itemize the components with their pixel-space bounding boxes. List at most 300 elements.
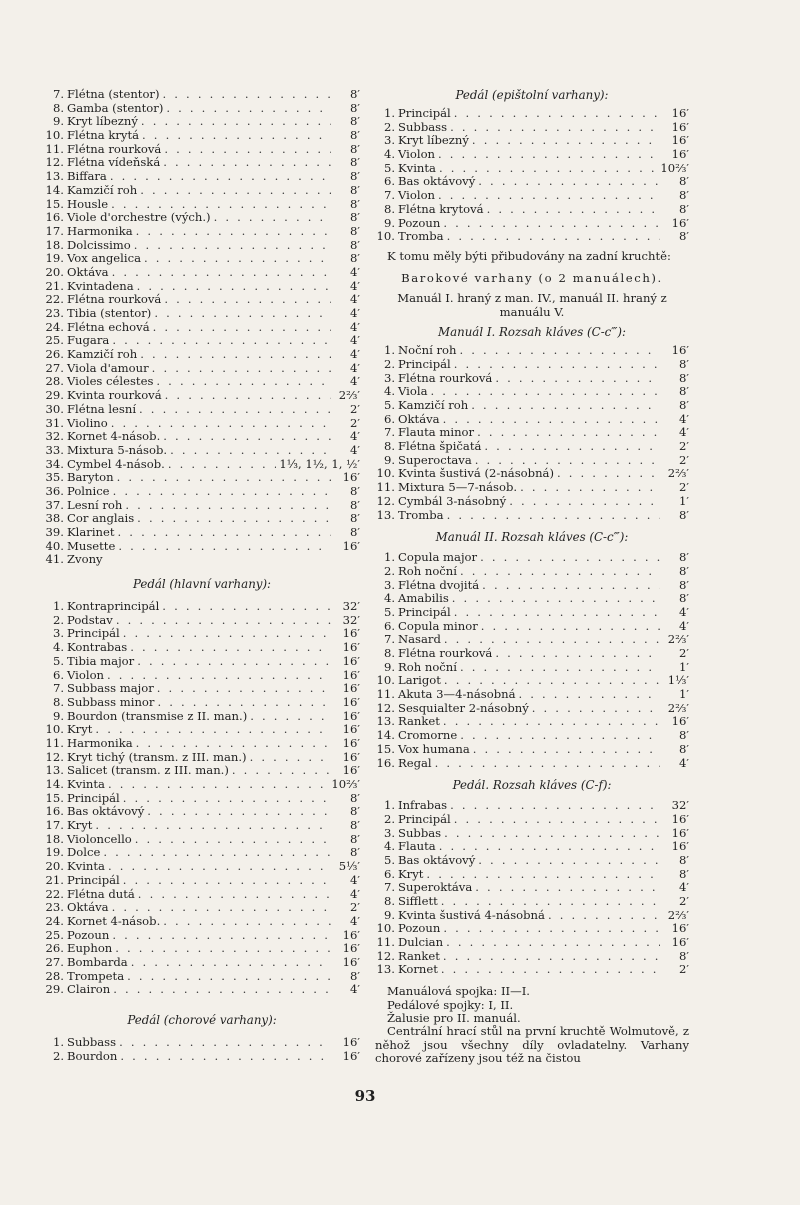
stop-pitch: 16′ (671, 935, 689, 950)
stop-number: 6. (52, 667, 64, 682)
stop-row (375, 606, 689, 620)
stop-pitch: 8′ (349, 128, 360, 143)
stop-number: 7. (52, 681, 64, 696)
dot-leader (480, 551, 660, 565)
dot-leader (162, 600, 331, 614)
stop-row (375, 399, 689, 413)
dot-leader (250, 751, 331, 765)
stop-number: 6. (383, 866, 395, 881)
stop-row (375, 565, 689, 579)
stop-row (375, 509, 689, 523)
stop-name: Amabilis (398, 591, 449, 606)
stop-pitch: 8′ (349, 483, 360, 498)
stop-pitch: 8′ (678, 577, 689, 592)
stop-row (44, 737, 360, 751)
stop-name: Subbass major (67, 681, 154, 696)
stop-number: 30. (45, 401, 64, 416)
dot-leader (137, 655, 331, 669)
stop-name: Dolce (67, 845, 101, 860)
stop-name: Subbass (67, 1035, 117, 1049)
stop-pitch: 4′ (678, 755, 689, 770)
stop-row (44, 819, 360, 833)
stop-row (44, 252, 360, 266)
stop-row (44, 512, 360, 526)
stop-number: 13. (376, 962, 395, 977)
stop-name: Klarinet (67, 525, 115, 539)
stop-pitch: 4′ (678, 880, 689, 895)
stop-number: 4. (383, 384, 395, 399)
stop-list-manual (44, 88, 360, 567)
stop-number: 40. (45, 538, 64, 553)
stop-row (375, 950, 689, 964)
stop-pitch: 4′ (678, 604, 689, 619)
stop-name: Violon (398, 188, 436, 203)
stop-name: Kryt (67, 818, 93, 833)
stop-row (44, 901, 360, 915)
dot-leader (452, 592, 660, 606)
heading-pedal-rozsah: Pedál. Rozsah kláves (C-f): (452, 778, 612, 793)
stop-row (375, 757, 689, 771)
stop-number: 22. (45, 886, 64, 901)
stop-number: 21. (45, 872, 64, 887)
stop-number: 31. (45, 415, 64, 430)
dot-leader (454, 107, 660, 121)
stop-row (44, 375, 360, 389)
stop-number: 24. (45, 913, 64, 928)
stop-row (375, 426, 689, 440)
dot-leader (454, 358, 660, 372)
stop-pitch: 8′ (678, 507, 689, 522)
stop-name: Bombarda (67, 954, 128, 969)
stop-name: Dulcian (398, 935, 444, 950)
stop-row (44, 321, 360, 335)
stop-row (44, 143, 360, 157)
stop-name: Kvinta šustivá 4-násobná (398, 907, 545, 922)
stop-name: Cymbel 4-násob. (67, 456, 165, 471)
heading-pedal-epistolni: Pedál (epištolní varhany): (455, 88, 609, 102)
stop-number: 1. (52, 599, 64, 614)
stop-row (44, 723, 360, 737)
stop-pitch: 16′ (342, 941, 360, 956)
stop-row (375, 813, 689, 827)
dot-leader (137, 280, 331, 294)
dot-leader (444, 633, 660, 647)
stop-name: Roh noční (398, 659, 457, 674)
stop-pitch: 10⅔′ (660, 160, 689, 175)
stop-name: Salicet (transm. z III. man.) (67, 763, 229, 778)
dot-leader (443, 922, 660, 936)
stop-pitch: 8′ (349, 511, 360, 526)
stop-pitch: 2⅔′ (667, 632, 689, 647)
stop-number: 14. (376, 728, 395, 743)
stop-name: Subbass minor (67, 694, 155, 709)
stop-number: 13. (45, 763, 64, 778)
stop-name: Flétna krytová (398, 201, 484, 216)
stop-pitch: 16′ (671, 147, 689, 162)
stop-name: Kvintadena (67, 278, 134, 293)
stop-name: Larigot (398, 673, 441, 688)
stop-number: 8. (383, 646, 395, 661)
stop-pitch: 8′ (678, 229, 689, 244)
stop-number: 5. (383, 398, 395, 413)
stop-pitch: 8′ (349, 525, 360, 539)
stop-name: Viola (398, 384, 428, 399)
stop-name: Cymbál 3-násobný (398, 493, 507, 508)
stop-number: 11. (376, 935, 395, 950)
dot-leader (232, 764, 331, 778)
dot-leader (481, 620, 660, 634)
stop-row (44, 102, 360, 116)
stop-number: 5. (383, 160, 395, 175)
stop-number: 25. (45, 333, 64, 348)
stop-number: 34. (45, 456, 64, 471)
stop-name: Viola d'amour (67, 360, 149, 375)
dot-leader (110, 170, 331, 184)
stop-row (375, 729, 689, 743)
dot-leader (441, 963, 660, 977)
dot-leader (144, 252, 331, 266)
stop-number: 7. (383, 880, 395, 895)
dot-leader (113, 485, 331, 499)
stop-row (44, 846, 360, 860)
stop-list-pedal-barokovy (375, 799, 689, 977)
stop-row (375, 372, 689, 386)
manual-coupler: Manuálová spojka: II—I. (387, 984, 530, 999)
stop-name: Mixtura 5—7-násob. (398, 480, 518, 495)
dot-leader (438, 189, 660, 203)
stop-pitch: 4′ (349, 872, 360, 887)
stop-row (375, 454, 689, 468)
stop-number: 3. (52, 626, 64, 641)
stop-name: Kornet (398, 962, 438, 977)
stop-pitch: 2′ (678, 439, 689, 454)
stop-row (375, 647, 689, 661)
stop-pitch: 8′ (678, 384, 689, 399)
stop-number: 38. (45, 511, 64, 526)
stop-pitch: 8′ (349, 497, 360, 512)
stop-pitch: 4′ (349, 292, 360, 307)
dot-leader (142, 129, 331, 143)
stop-name: Flétna dutá (67, 886, 135, 901)
dot-leader (164, 293, 331, 307)
stop-name: Cromorne (398, 728, 458, 743)
stop-pitch: 16′ (342, 708, 360, 723)
dot-leader (163, 88, 331, 102)
stop-row (375, 344, 689, 358)
dot-leader (154, 307, 331, 321)
stop-number: 35. (45, 470, 64, 485)
paragraph-k-tomu: K tomu měly býti přibudovány na zadní kruchtě: (387, 248, 671, 263)
stop-name: Mixtura 5-násob. (67, 442, 168, 457)
stop-name: Pozoun (398, 215, 441, 230)
dot-leader (478, 854, 660, 868)
stop-pitch: 2′ (678, 480, 689, 495)
stop-name: Kryt líbezný (398, 133, 469, 148)
stop-number: 7. (52, 87, 64, 101)
stop-name: Infrabas (398, 798, 448, 813)
dot-leader (250, 710, 331, 724)
stop-row (44, 553, 360, 567)
stop-pitch: 8′ (678, 563, 689, 578)
stop-pitch: 2⅔′ (667, 907, 689, 922)
dot-leader (123, 792, 331, 806)
stop-row (375, 854, 689, 868)
stop-pitch: 16′ (342, 640, 360, 655)
dot-leader (495, 647, 660, 661)
stop-pitch: 16′ (671, 714, 689, 729)
stop-number: 4. (383, 147, 395, 162)
stop-name: Principál (67, 872, 120, 887)
stop-name: Principál (398, 106, 451, 120)
stop-name: Kornet 4-násob. (67, 429, 161, 444)
stop-pitch: 8′ (349, 968, 360, 983)
dot-leader (472, 134, 660, 148)
stop-number: 3. (383, 370, 395, 385)
stop-row (44, 115, 360, 129)
stop-row (375, 134, 689, 148)
stop-pitch: 16′ (342, 694, 360, 709)
dot-leader (108, 778, 328, 792)
stop-pitch: 8′ (678, 948, 689, 963)
stop-pitch: 4′ (349, 347, 360, 362)
stop-number: 9. (383, 452, 395, 467)
dot-leader (459, 344, 660, 358)
heading-manual-2: Manuál II. Rozsah kláves (C-c‴): (435, 530, 629, 545)
stop-row (44, 362, 360, 376)
dot-leader (163, 156, 331, 170)
dot-leader (447, 509, 660, 523)
stop-row (375, 620, 689, 634)
stop-row (44, 88, 360, 102)
stop-name: Kamzičí roh (67, 182, 138, 197)
stop-pitch: 8′ (349, 818, 360, 833)
dot-leader (444, 674, 660, 688)
stop-row (375, 579, 689, 593)
stop-pitch: 8′ (678, 550, 689, 565)
stop-row (44, 499, 360, 513)
stop-number: 29. (45, 982, 64, 997)
stop-name: Akuta 3—4-násobná (398, 687, 516, 702)
stop-row (44, 956, 360, 970)
stop-number: 12. (376, 948, 395, 963)
stop-pitch: 8′ (678, 201, 689, 216)
stop-name: Superoktáva (398, 880, 473, 895)
stop-row (375, 702, 689, 716)
dot-leader (136, 225, 331, 239)
stop-pitch: 4′ (678, 411, 689, 426)
stop-row (44, 710, 360, 724)
dot-leader (532, 702, 660, 716)
stop-row (375, 413, 689, 427)
stop-name: Tibia (stentor) (67, 306, 152, 320)
stop-name: Flétna rourková (67, 141, 162, 156)
dot-leader (168, 458, 277, 472)
stop-number: 5. (383, 852, 395, 867)
stop-row (44, 458, 360, 472)
stop-row (375, 633, 689, 647)
stop-number: 2. (52, 612, 64, 627)
stop-row (375, 189, 689, 203)
dot-leader (95, 819, 331, 833)
stop-pitch: 2′ (678, 452, 689, 467)
stop-pitch: 8′ (678, 188, 689, 203)
stop-row (44, 348, 360, 362)
stop-row (44, 129, 360, 143)
dot-leader (118, 526, 331, 540)
dot-leader (441, 895, 660, 909)
stop-row (44, 184, 360, 198)
dot-leader (163, 430, 331, 444)
dot-leader (439, 840, 660, 854)
stop-pitch: 4′ (349, 278, 360, 293)
stop-list-pedal-chorove (44, 1036, 360, 1063)
stop-name: Bourdon (transmise z II. man.) (67, 708, 248, 723)
dot-leader (157, 696, 331, 710)
stop-name: Bas oktávový (398, 174, 476, 189)
stop-pitch: 4′ (349, 886, 360, 901)
stop-row (375, 881, 689, 895)
stop-name: Euphon (67, 941, 113, 956)
stop-number: 11. (376, 480, 395, 495)
stop-row (375, 661, 689, 675)
stop-pitch: 16′ (671, 215, 689, 230)
stop-number: 16. (45, 804, 64, 819)
stop-name: Kvinta (398, 160, 436, 175)
stop-row (44, 1036, 360, 1050)
stop-pitch: 32′ (342, 599, 360, 614)
stop-pitch: 8′ (349, 141, 360, 156)
stop-number: 10. (45, 128, 64, 143)
stop-pitch: 8′ (349, 182, 360, 197)
stop-number: 28. (45, 968, 64, 983)
stop-number: 10. (45, 722, 64, 737)
stop-row (375, 217, 689, 231)
dot-leader (138, 888, 331, 902)
stop-pitch: 4′ (349, 264, 360, 279)
stop-pitch: 16′ (342, 681, 360, 696)
stop-row (44, 942, 360, 956)
stop-name: Trompeta (67, 968, 125, 983)
stop-name: Kamzičí roh (398, 398, 469, 413)
stop-row (44, 430, 360, 444)
stop-pitch: 4′ (349, 306, 360, 320)
stop-pitch: 8′ (678, 741, 689, 756)
stop-name: Kontraprincipál (67, 599, 160, 614)
stop-number: 16. (376, 755, 395, 770)
stop-pitch: 8′ (678, 356, 689, 371)
stop-pitch: 4′ (349, 374, 360, 389)
stop-name: Musette (67, 538, 116, 553)
stop-pitch: 8′ (349, 804, 360, 819)
stop-name: Ranket (398, 714, 440, 729)
dot-leader (439, 162, 657, 176)
stop-row (375, 827, 689, 841)
stop-number: 8. (383, 439, 395, 454)
stop-number: 19. (45, 251, 64, 266)
dot-leader (112, 929, 331, 943)
dot-leader (123, 874, 331, 888)
dot-leader (447, 230, 660, 244)
stop-number: 19. (45, 845, 64, 860)
stop-name: Biffara (67, 169, 107, 184)
stop-pitch: 8′ (349, 155, 360, 170)
stop-pitch: 8′ (678, 852, 689, 867)
stop-row (44, 1050, 360, 1064)
stop-row (44, 614, 360, 628)
stop-pitch: 16′ (342, 735, 360, 750)
dot-leader (519, 688, 661, 702)
stop-row (44, 860, 360, 874)
stop-name: Bourdon (67, 1048, 118, 1063)
stop-pitch: 2⅔′ (338, 388, 360, 403)
heading-pedal-hlavni: Pedál (hlavní varhany): (132, 577, 272, 592)
stop-row (44, 540, 360, 554)
stop-row (375, 467, 689, 481)
stop-pitch: 16′ (342, 653, 360, 668)
stop-name: Vox humana (398, 741, 470, 756)
stop-pitch: 16′ (671, 825, 689, 840)
stop-row (44, 915, 360, 929)
stop-name: Flauta (398, 839, 436, 854)
stop-row (44, 334, 360, 348)
stop-row (44, 526, 360, 540)
dot-leader (141, 115, 331, 129)
stop-pitch: 4′ (349, 913, 360, 928)
stop-row (44, 888, 360, 902)
dot-leader (495, 372, 660, 386)
dot-leader (443, 217, 660, 231)
dot-leader (107, 669, 331, 683)
stop-name: Flétna vídeňská (67, 155, 161, 170)
stop-name: Tromba (398, 229, 444, 244)
stop-pitch: 8′ (349, 210, 360, 225)
stop-pitch: 8′ (678, 398, 689, 413)
swell-note: Žalusie pro II. manuál. (387, 1010, 521, 1025)
stop-name: Violes célestes (67, 374, 154, 389)
dot-leader (166, 102, 331, 116)
stop-number: 16. (45, 210, 64, 225)
stop-name: Flétna dvojitá (398, 577, 480, 592)
stop-row (44, 874, 360, 888)
stop-pitch: 4′ (678, 618, 689, 633)
dot-leader (117, 471, 331, 485)
stop-pitch: 2⅔′ (667, 466, 689, 481)
stop-name: Kontrabas (67, 640, 128, 655)
stop-row (44, 211, 360, 225)
dot-leader (147, 805, 331, 819)
stop-pitch: 16′ (342, 763, 360, 778)
stop-pitch: 2′ (678, 962, 689, 977)
stop-row (375, 895, 689, 909)
stop-name: Flétna echová (67, 319, 150, 334)
stop-row (375, 868, 689, 882)
stop-pitch: 2′ (678, 646, 689, 661)
stop-number: 1. (383, 106, 395, 120)
stop-name: Flétna rourková (398, 646, 493, 661)
stop-number: 36. (45, 483, 64, 498)
stop-name: Tromba (398, 507, 444, 522)
pedal-couplers: Pedálové spojky: I, II. (387, 997, 514, 1012)
stop-row (375, 107, 689, 121)
stop-row (44, 983, 360, 997)
stop-number: 29. (45, 388, 64, 403)
dot-leader (443, 950, 660, 964)
stop-name: Oktáva (67, 264, 109, 279)
stop-name: Principál (398, 811, 451, 826)
stop-pitch: 8′ (349, 845, 360, 860)
stop-number: 7. (383, 188, 395, 203)
stop-pitch: 4′ (349, 982, 360, 997)
